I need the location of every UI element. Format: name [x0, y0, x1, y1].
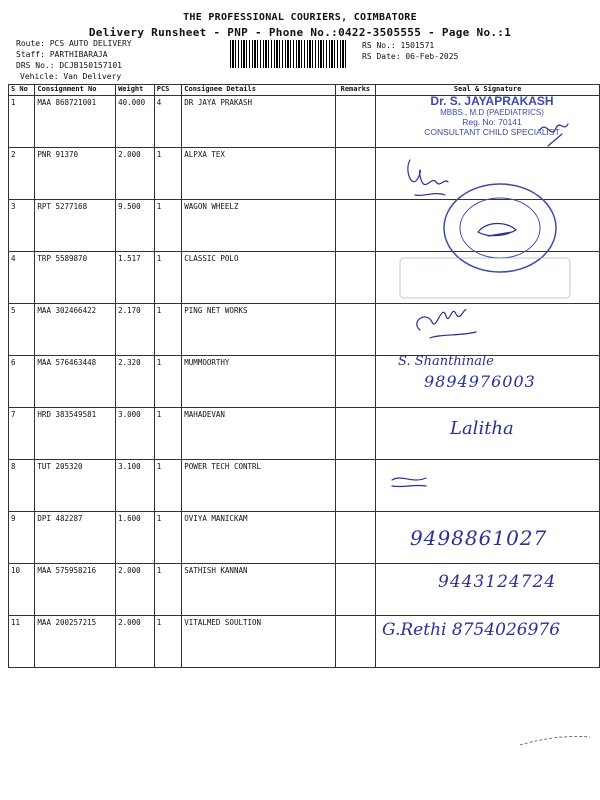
cell-weight: 1.517	[116, 252, 155, 304]
signature-row10-phone: 9443124724	[438, 572, 557, 592]
stamp-reg-number: Reg. No: 70141	[462, 117, 522, 127]
company-title: THE PROFESSIONAL COURIERS, COIMBATORE	[183, 12, 417, 23]
cell-consignee: OVIYA MANICKAM	[182, 512, 335, 564]
cell-consignee: SATHISH KANNAN	[182, 564, 335, 616]
cell-sno: 11	[9, 616, 35, 668]
cell-consignment: PNR 91370	[35, 148, 116, 200]
signature-row2-scribble	[408, 160, 448, 195]
cell-pcs: 1	[154, 148, 182, 200]
signature-row11-text: G.Rethi 8754026976	[382, 620, 561, 640]
faded-stamp-row4	[400, 258, 570, 298]
cell-weight: 3.000	[116, 408, 155, 460]
cell-pcs: 1	[154, 200, 182, 252]
cell-sno: 1	[9, 96, 35, 148]
header-sno: S No	[9, 85, 35, 96]
cell-consignment: DPI 482287	[35, 512, 116, 564]
cell-sno: 3	[9, 200, 35, 252]
cell-pcs: 1	[154, 564, 182, 616]
cell-pcs: 1	[154, 512, 182, 564]
cell-sno: 2	[9, 148, 35, 200]
cell-weight: 2.170	[116, 304, 155, 356]
cell-sno: 9	[9, 512, 35, 564]
cell-weight: 2.320	[116, 356, 155, 408]
cell-consignment: TUT 205320	[35, 460, 116, 512]
cell-consignment: MAA 868721001	[35, 96, 116, 148]
cell-sno: 7	[9, 408, 35, 460]
cell-weight: 2.000	[116, 564, 155, 616]
cell-weight: 1.600	[116, 512, 155, 564]
runsheet-subtitle: Delivery Runsheet - PNP - Phone No.:0422-3505555 - Page No.:1	[88, 26, 512, 39]
stamp-title: CONSULTANT CHILD SPECIALIST	[424, 127, 560, 137]
cell-weight: 40.000	[116, 96, 155, 148]
cell-consignment: MAA 302466422	[35, 304, 116, 356]
cell-pcs: 4	[154, 96, 182, 148]
cell-consignment: RPT 5277168	[35, 200, 116, 252]
cell-weight: 2.000	[116, 148, 155, 200]
drs-number: DRS No.: DCJB150157101	[16, 61, 122, 70]
cell-consignment: MAA 576463448	[35, 356, 116, 408]
header-remarks: Remarks	[335, 85, 376, 96]
route-info: Route: PCS AUTO DELIVERY	[16, 39, 132, 48]
cell-sno: 5	[9, 304, 35, 356]
cell-pcs: 1	[154, 252, 182, 304]
rs-date: RS Date: 06-Feb-2025	[362, 52, 459, 61]
signature-row7-name: Lalitha	[450, 418, 514, 439]
cell-sno: 4	[9, 252, 35, 304]
cell-consignment: TRP 5589870	[35, 252, 116, 304]
cell-pcs: 1	[154, 616, 182, 668]
staff-info: Staff: PARTHIBARAJA	[16, 50, 108, 59]
cell-consignee: PING NET WORKS	[182, 304, 335, 356]
header-weight: Weight	[116, 85, 155, 96]
cell-consignee: ALPXA TEX	[182, 148, 335, 200]
cell-weight: 9.500	[116, 200, 155, 252]
stamp-name: Dr. S. JAYAPRAKASH	[430, 94, 554, 108]
cell-consignee: WAGON WHEELZ	[182, 200, 335, 252]
cell-sno: 10	[9, 564, 35, 616]
header-consignee: Consignee Details	[182, 85, 335, 96]
cell-consignment: MAA 575958216	[35, 564, 116, 616]
vehicle-info: Vehicle: Van Delivery	[20, 72, 122, 81]
header-signature: Seal & Signature	[376, 85, 600, 96]
cell-sno: 6	[9, 356, 35, 408]
cell-consignment: MAA 200257215	[35, 616, 116, 668]
cell-consignment: HRD 383549581	[35, 408, 116, 460]
signature-row6-phone: 9894976003	[424, 372, 536, 391]
cell-weight: 2.000	[116, 616, 155, 668]
cell-consignee: MUMMOORTHY	[182, 356, 335, 408]
stamp-qualification: MBBS., M.D (PAEDIATRICS)	[440, 108, 544, 117]
page-edge-mark	[520, 736, 590, 745]
rs-number: RS No.: 1501571	[362, 41, 435, 50]
cell-pcs: 1	[154, 460, 182, 512]
cell-pcs: 1	[154, 304, 182, 356]
cell-consignee: POWER TECH CONTRL	[182, 460, 335, 512]
signature-row1-scribble	[540, 124, 568, 146]
signature-row8-scribble	[392, 478, 426, 487]
cell-pcs: 1	[154, 356, 182, 408]
cell-weight: 3.100	[116, 460, 155, 512]
signature-row3-scribble	[478, 224, 516, 237]
header-pcs: PCS	[154, 85, 182, 96]
signature-row5-scribble	[417, 310, 476, 338]
signature-row6-name: S. Shanthinale	[398, 354, 494, 369]
cell-consignee: CLASSIC POLO	[182, 252, 335, 304]
cell-consignee: DR JAYA PRAKASH	[182, 96, 335, 148]
signature-row9-phone: 9498861027	[410, 526, 548, 550]
cell-consignee: VITALMED SOULTION	[182, 616, 335, 668]
cell-consignee: MAHADEVAN	[182, 408, 335, 460]
wagon-wheelz-seal	[444, 184, 556, 272]
cell-pcs: 1	[154, 408, 182, 460]
header-consignment: Consignment No	[35, 85, 116, 96]
cell-sno: 8	[9, 460, 35, 512]
